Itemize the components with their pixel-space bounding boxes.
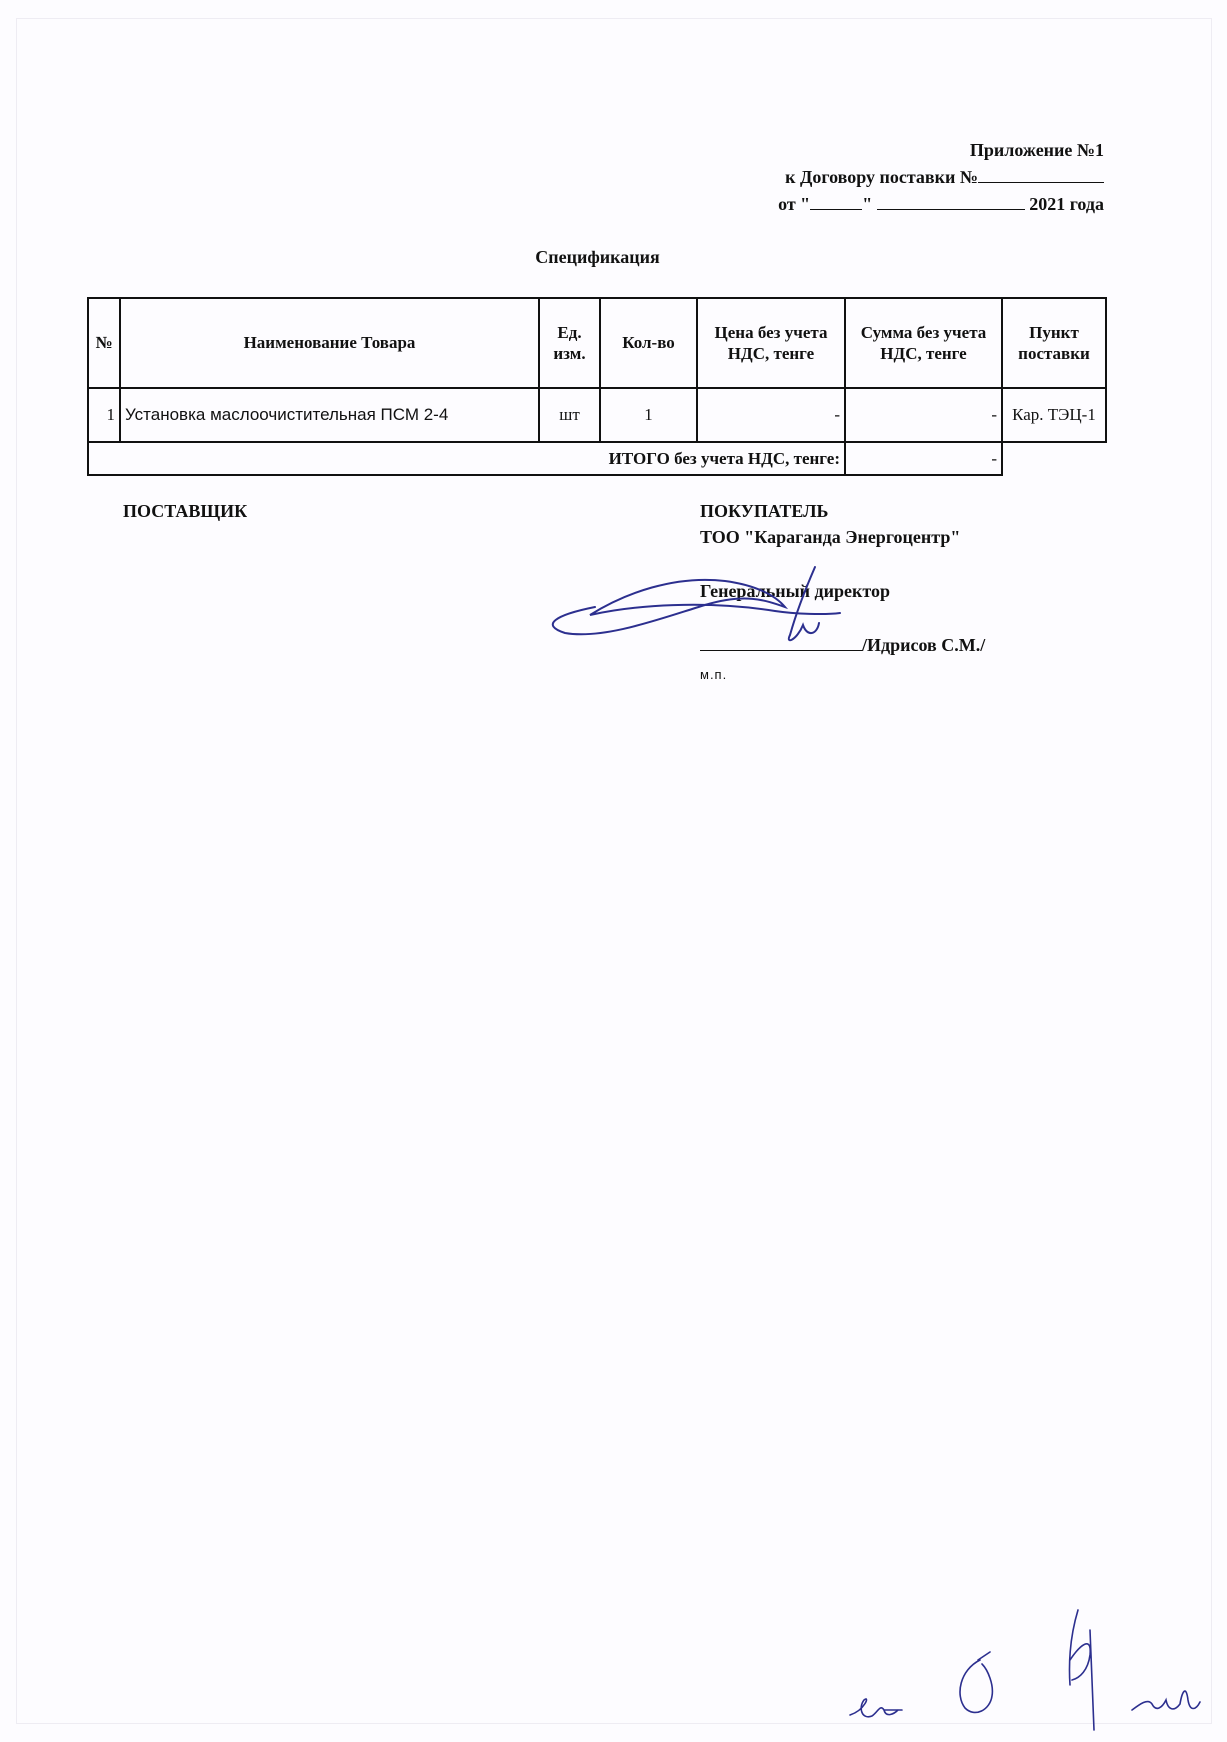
table-row <box>88 388 1106 442</box>
total-value: - <box>845 442 1002 475</box>
page-frame <box>16 18 1212 1724</box>
row-price: - <box>697 388 845 442</box>
month-blank <box>877 193 1025 210</box>
buyer-handwritten-signature <box>535 545 855 655</box>
col-header-unit: Ед. изм. <box>539 298 600 388</box>
contract-number-blank <box>978 166 1104 183</box>
col-header-price: Цена без учета НДС, тенге <box>697 298 845 388</box>
stamp-place: м.п. <box>700 667 728 682</box>
date-year: 2021 года <box>1029 194 1104 214</box>
table-header-row <box>88 298 1106 388</box>
row-delivery-point: Кар. ТЭЦ-1 <box>1002 388 1106 442</box>
document-title: Спецификация <box>535 247 660 267</box>
col-header-sum: Сумма без учета НДС, тенге <box>845 298 1002 388</box>
table-total-row <box>88 442 1106 475</box>
row-qty: 1 <box>600 388 697 442</box>
buyer-company: ТОО "Караганда Энергоцентр" <box>700 527 961 547</box>
contract-date <box>778 193 1104 215</box>
appendix-title: Приложение №1 <box>969 140 1104 160</box>
page-initials <box>840 1600 1220 1740</box>
buyer-position: Генеральный директор <box>700 581 890 601</box>
contract-reference-text: к Договору поставки № <box>785 167 978 187</box>
row-item-name: Установка маслоочистительная ПСМ 2-4 <box>120 388 539 442</box>
col-header-name: Наименование Товара <box>120 298 539 388</box>
buyer-signer-name: /Идрисов С.М./ <box>862 635 986 655</box>
row-unit: шт <box>539 388 600 442</box>
row-sum: - <box>845 388 1002 442</box>
buyer-label: ПОКУПАТЕЛЬ <box>700 501 829 521</box>
specification-table <box>87 297 1107 476</box>
date-prefix: от " <box>778 194 811 214</box>
col-header-qty: Кол-во <box>600 298 697 388</box>
date-quote: " <box>862 194 873 214</box>
col-header-number: № <box>88 298 120 388</box>
contract-reference <box>785 166 1104 188</box>
row-number: 1 <box>88 388 120 442</box>
col-header-delivery-point: Пункт поставки <box>1002 298 1106 388</box>
total-empty-cell <box>1002 442 1106 475</box>
supplier-label: ПОСТАВЩИК <box>123 501 248 521</box>
day-blank <box>810 193 862 210</box>
total-label: ИТОГО без учета НДС, тенге: <box>88 442 845 475</box>
